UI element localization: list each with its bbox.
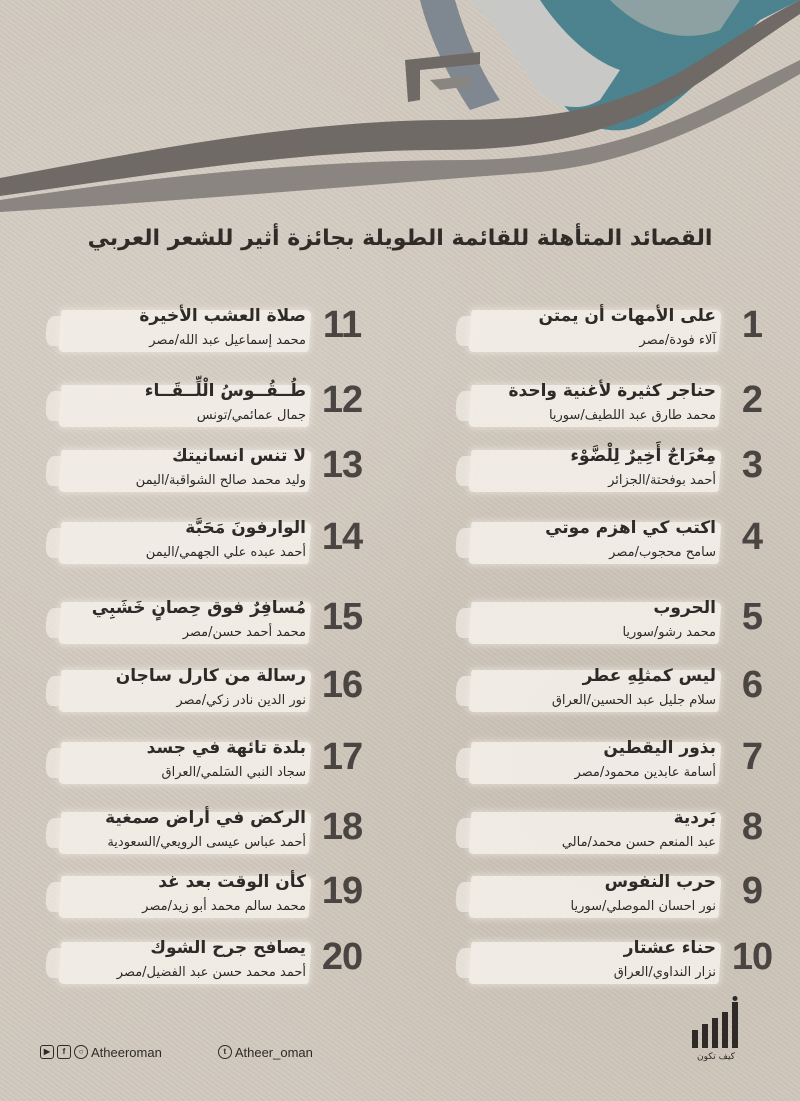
list-item	[40, 592, 370, 654]
entry-number: 18	[321, 806, 363, 848]
poem-title: حناء عشتار	[623, 938, 716, 958]
list-item	[450, 440, 780, 502]
list-item	[40, 660, 370, 722]
entry-number: 12	[321, 379, 363, 421]
poet-name: أحمد بوفحتة/الجزائر	[608, 473, 716, 488]
poet-name: أحمد عباس عيسى الرويعي/السعودية	[107, 835, 306, 850]
poet-name: محمد رشو/سوريا	[622, 625, 716, 640]
poem-title: حرب النفوس	[604, 872, 716, 892]
poem-title: صلاة العشب الأخيرة	[139, 306, 306, 326]
entry-number: 20	[321, 936, 363, 978]
twitter-icon[interactable]: t	[218, 1045, 232, 1059]
entry-number: 11	[322, 304, 362, 346]
poem-title: مِعْرَاجٌ أَخِيرٌ لِلْضَّوْء	[570, 446, 716, 466]
social-handle-2[interactable]: Atheer_oman	[234, 1044, 313, 1060]
poem-title: الوارفونَ مَحَبَّة	[185, 518, 306, 538]
poem-title: رسالة من كارل ساجان	[115, 666, 306, 686]
entry-number: 13	[321, 444, 363, 486]
list-item	[40, 440, 370, 502]
list-item	[40, 802, 370, 864]
list-item	[450, 512, 780, 574]
poet-name: محمد طارق عبد اللطيف/سوريا	[548, 408, 716, 423]
poem-title: لا تنس انسانيتك	[172, 446, 306, 466]
entry-number: 8	[741, 806, 763, 848]
list-item	[40, 375, 370, 437]
poem-title: حناجر كثيرة لأغنية واحدة	[508, 381, 716, 401]
poet-name: سجاد النبي السَلمي/العراق	[161, 765, 306, 780]
poet-name: أحمد عبده علي الجهمي/اليمن	[145, 545, 306, 560]
poem-title: بَردية	[673, 808, 716, 828]
poet-name: عبد المنعم حسن محمد/مالي	[561, 835, 716, 850]
entry-number: 5	[741, 596, 763, 638]
entry-number: 3	[741, 444, 763, 486]
youtube-icon[interactable]: ▶	[40, 1045, 54, 1059]
list-item	[40, 300, 370, 362]
list-item	[40, 866, 370, 928]
entry-number: 19	[321, 870, 363, 912]
poem-title: على الأمهات أن يمتن	[538, 306, 716, 326]
poet-name: نور احسان الموصلي/سوريا	[570, 899, 716, 914]
poem-title: مُسافِرٌ فوق حِصانٍ خَشَبِي	[91, 598, 306, 618]
poet-name: أحمد محمد حسن عبد الفضيل/مصر	[116, 965, 306, 980]
list-item	[450, 300, 780, 362]
entry-number: 6	[741, 664, 763, 706]
poem-title: طُــقُــوسُ الْلِّــقَــاء	[144, 381, 306, 401]
page-title: القصائد المتأهلة للقائمة الطويلة بجائزة أثير للشعر العربي	[87, 226, 713, 251]
list-item	[450, 932, 780, 994]
poet-name: أسامة عابدين محمود/مصر	[574, 765, 716, 780]
poem-title: بذور اليقطين	[603, 738, 716, 758]
poet-name: وليد محمد صالح الشواقبة/اليمن	[135, 473, 306, 488]
list-item	[450, 375, 780, 437]
list-item	[450, 732, 780, 794]
entry-number: 16	[321, 664, 363, 706]
instagram-icon[interactable]: ○	[74, 1045, 88, 1059]
poet-name: جمال عمائمي/تونس	[196, 408, 306, 423]
entry-number: 1	[741, 304, 763, 346]
poet-name: آلاء فودة/مصر	[639, 333, 716, 348]
poet-name: محمد إسماعيل عبد الله/مصر	[149, 333, 306, 348]
list-item	[40, 512, 370, 574]
poet-name: سامح محجوب/مصر	[609, 545, 716, 560]
list-item	[450, 592, 780, 654]
poet-name: نزار النداوي/العراق	[613, 965, 716, 980]
list-item	[450, 660, 780, 722]
poem-title: اكتب كي اهزم موتي	[545, 518, 716, 538]
poet-name: محمد أحمد حسن/مصر	[182, 625, 306, 640]
poet-name: سلام جليل عبد الحسين/العراق	[551, 693, 716, 708]
poem-title: الحروب	[653, 598, 716, 618]
entry-number: 4	[741, 516, 763, 558]
list-item	[450, 866, 780, 928]
poem-title: كأن الوقت بعد غد	[158, 872, 306, 892]
facebook-icon[interactable]: f	[57, 1045, 71, 1059]
entry-number: 14	[321, 516, 363, 558]
list-item	[40, 732, 370, 794]
entry-number: 17	[321, 736, 363, 778]
entry-number: 10	[731, 936, 773, 978]
social-handle-1[interactable]: Atheeroman	[91, 1044, 162, 1060]
logo-caption: كيف تكون	[697, 1052, 735, 1062]
list-item	[450, 802, 780, 864]
poem-title: بلدة تائهة في جسد	[146, 738, 306, 758]
social-group-1	[40, 1045, 162, 1060]
poem-title: يصافح جرح الشوك	[150, 938, 306, 958]
entry-number: 2	[741, 379, 763, 421]
poem-title: الركض في أراض صمغية	[105, 808, 306, 828]
social-footer	[40, 1038, 313, 1066]
entry-number: 9	[741, 870, 763, 912]
poet-name: محمد سالم محمد أبو زيد/مصر	[142, 899, 306, 914]
entry-number: 7	[741, 736, 763, 778]
social-group-2	[218, 1045, 313, 1060]
entry-number: 15	[321, 596, 363, 638]
poet-name: نور الدين نادر زكي/مصر	[176, 693, 306, 708]
poem-title: ليس كمثلِهِ عطر	[582, 666, 716, 686]
list-item	[40, 932, 370, 994]
